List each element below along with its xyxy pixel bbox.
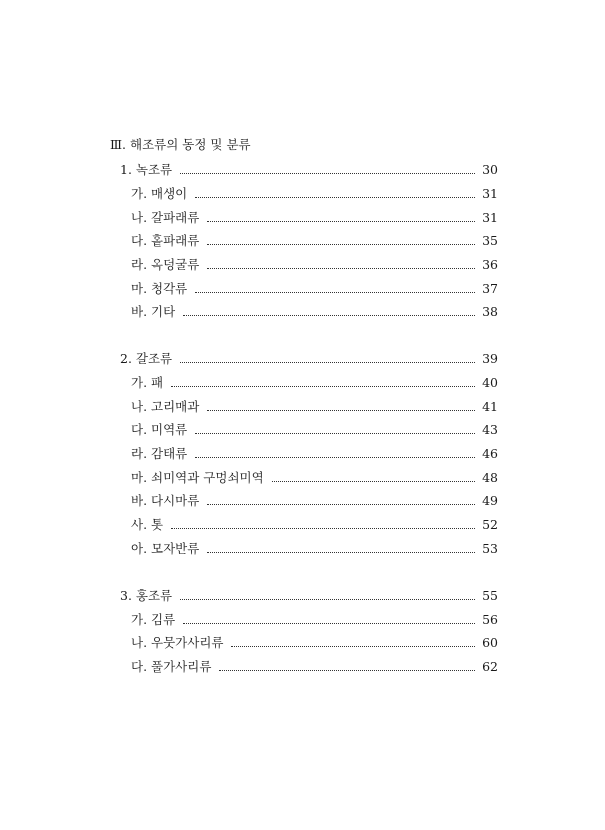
dot-leader [207,410,475,411]
item-label: 아. 모자반류 [131,541,200,556]
toc-item [131,374,498,392]
item-label: 라. 옥덩굴류 [131,257,200,272]
toc-item [131,398,498,416]
toc-item [131,611,498,629]
toc-section-2 [120,350,498,368]
toc-item [131,658,498,676]
page-number: 55 [482,588,498,603]
item-label: 다. 홑파래류 [131,233,200,248]
toc-section-3 [120,587,498,605]
page-number: 43 [482,422,498,437]
dot-leader [195,457,475,458]
page-number: 38 [482,304,498,319]
dot-leader [207,268,475,269]
dot-leader [272,481,475,482]
item-label: 가. 패 [131,375,164,390]
toc-item [131,445,498,463]
page-number: 35 [482,233,498,248]
item-label: 나. 고리매과 [131,399,200,414]
toc-item [131,303,498,321]
item-label: 나. 갈파래류 [131,210,200,225]
dot-leader [195,292,475,293]
page-number: 48 [482,470,498,485]
item-label: 사. 톳 [131,517,164,532]
toc-item [131,492,498,510]
page-number: 60 [482,635,498,650]
toc-section-1 [120,161,498,179]
dot-leader [180,362,475,363]
page-number: 36 [482,257,498,272]
section-label: 3. 홍조류 [120,588,173,603]
item-label: 나. 우뭇가사리류 [131,635,224,650]
toc-item [131,469,498,487]
dot-leader [195,197,475,198]
item-label: 바. 기타 [131,304,176,319]
dot-leader [183,315,475,316]
item-label: 마. 청각류 [131,281,188,296]
toc-item [131,516,498,534]
page-number: 31 [482,186,498,201]
item-label: 다. 풀가사리류 [131,659,212,674]
dot-leader [195,433,475,434]
page-number: 41 [482,399,498,414]
item-label: 가. 매생이 [131,186,188,201]
page-number: 53 [482,541,498,556]
page-number: 30 [482,162,498,177]
toc-item [131,280,498,298]
dot-leader [231,646,475,647]
page-number: 37 [482,281,498,296]
toc-item [131,540,498,558]
dot-leader [207,504,475,505]
page-number: 46 [482,446,498,461]
page-number: 31 [482,210,498,225]
item-label: 다. 미역류 [131,422,188,437]
section-label: 1. 녹조류 [120,162,173,177]
toc-item [131,232,498,250]
page-number: 62 [482,659,498,674]
page-number: 39 [482,351,498,366]
dot-leader [180,173,475,174]
dot-leader [171,386,475,387]
toc-item [131,209,498,227]
toc-item [131,185,498,203]
item-label: 가. 김류 [131,612,176,627]
toc-item [131,421,498,439]
dot-leader [171,528,475,529]
dot-leader [207,221,475,222]
page-number: 56 [482,612,498,627]
toc-item [131,256,498,274]
item-label: 마. 쇠미역과 구멍쇠미역 [131,470,264,485]
section-label: 2. 갈조류 [120,351,173,366]
dot-leader [180,599,475,600]
dot-leader [207,552,475,553]
dot-leader [207,244,475,245]
dot-leader [183,623,475,624]
page-number: 52 [482,517,498,532]
item-label: 라. 감태류 [131,446,188,461]
chapter-title: Ⅲ. 해조류의 동정 및 분류 [110,137,251,152]
page-number: 49 [482,493,498,508]
item-label: 바. 다시마류 [131,493,200,508]
dot-leader [219,670,475,671]
toc-item [131,634,498,652]
page-number: 40 [482,375,498,390]
